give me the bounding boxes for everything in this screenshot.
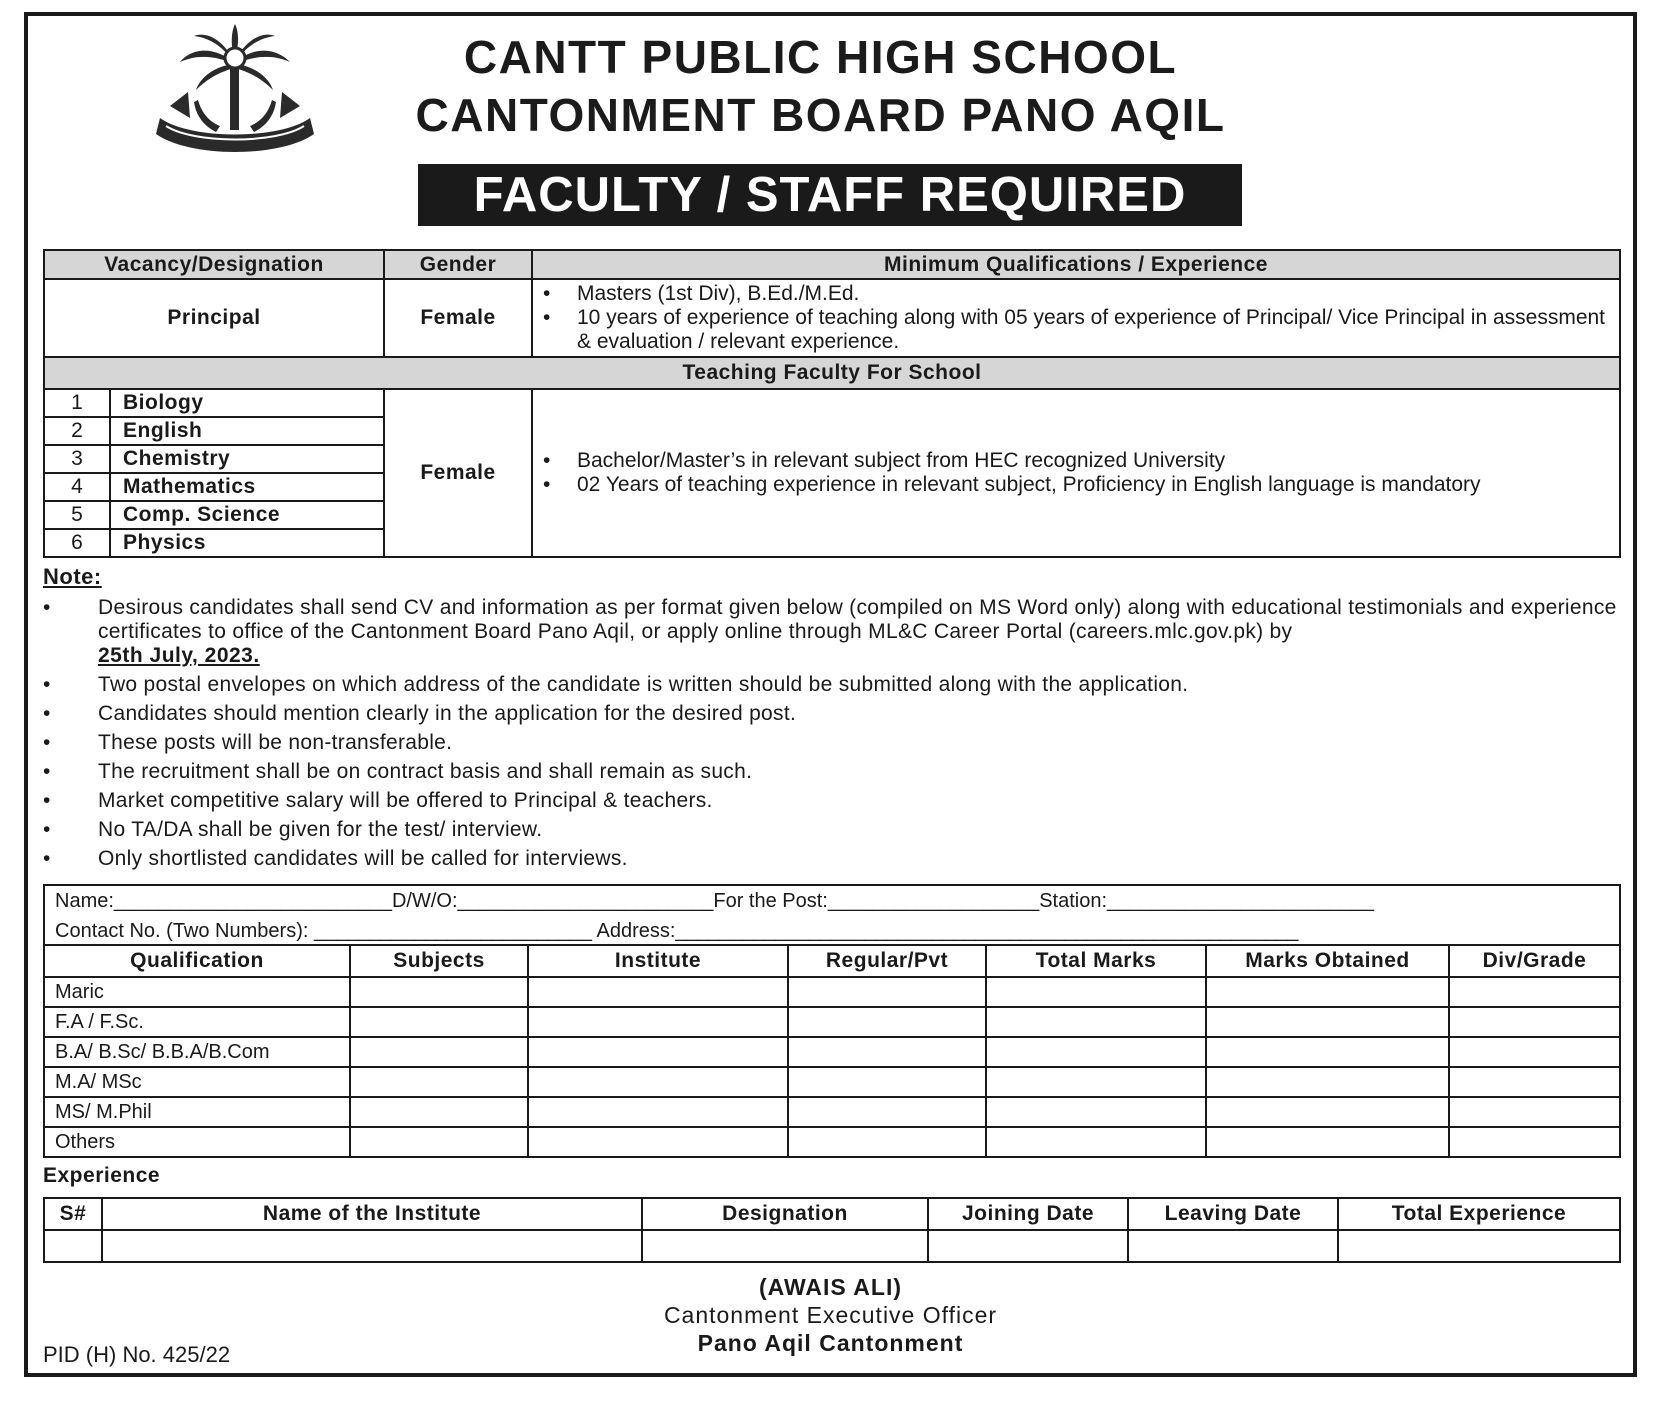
blank-cell[interactable] (1449, 1007, 1620, 1037)
note-item: • These posts will be non-transferable. (43, 731, 1623, 755)
qualification-name: MS/ M.Phil (44, 1097, 350, 1127)
blank-cell[interactable] (788, 1007, 986, 1037)
subjects-header: Subjects (350, 945, 528, 977)
blank-cell[interactable] (1449, 977, 1620, 1007)
qualification-header: Qualification (44, 945, 350, 977)
blank-cell[interactable] (528, 1127, 788, 1157)
blank-cell[interactable] (1206, 1097, 1449, 1127)
marks-obtained-header: Marks Obtained (1206, 945, 1449, 977)
blank-cell[interactable] (44, 1230, 102, 1262)
div-grade-header: Div/Grade (1449, 945, 1620, 977)
blank-cell[interactable] (350, 1127, 528, 1157)
regular-pvt-header: Regular/Pvt (788, 945, 986, 977)
note-item: • No TA/DA shall be given for the test/ interview. (43, 818, 1623, 842)
qualification-name: Others (44, 1127, 350, 1157)
gender-header: Gender (384, 250, 532, 279)
note-item: • Two postal envelopes on which address of the candidate is written should be submitted along with the application. (43, 673, 1623, 697)
qualification-table (43, 944, 1621, 1158)
teacher-qualifications (532, 389, 1620, 557)
total-marks-header: Total Marks (986, 945, 1206, 977)
blank-cell[interactable] (350, 1067, 528, 1097)
blank-cell[interactable] (528, 1097, 788, 1127)
blank-cell[interactable] (788, 1097, 986, 1127)
experience-heading: Experience (43, 1164, 161, 1187)
table-row (44, 1037, 1620, 1067)
signatory-title: Cantonment Executive Officer (663, 1302, 998, 1328)
blank-cell[interactable] (642, 1230, 928, 1262)
qualifications-header: Minimum Qualifications / Experience (532, 250, 1620, 279)
blank-cell[interactable] (528, 977, 788, 1007)
subject-english: English (110, 417, 384, 445)
note-item: • Market competitive salary will be offered to Principal & teachers. (43, 789, 1623, 813)
applicant-info-form (43, 884, 1621, 946)
blank-cell[interactable] (928, 1230, 1128, 1262)
table-row (44, 1097, 1620, 1127)
blank-cell[interactable] (102, 1230, 642, 1262)
blank-cell[interactable] (1206, 977, 1449, 1007)
note-text: Desirous candidates shall send CV and information as per format given below (compiled on MS Word only) along with educational testimonials and experience certificates to office of the Cantonment Board Pano Aqil, or apply online through ML&C Career Portal (careers.mlc.gov.pk) by (98, 596, 1617, 643)
blank-cell[interactable] (1128, 1230, 1338, 1262)
table-row (44, 1007, 1620, 1037)
blank-cell[interactable] (986, 977, 1206, 1007)
subject-mathematics: Mathematics (110, 473, 384, 501)
blank-cell[interactable] (350, 977, 528, 1007)
joining-date-header: Joining Date (928, 1198, 1128, 1230)
principal-qualifications (532, 279, 1620, 357)
note-heading: Note: (43, 564, 102, 589)
qualification-name: Maric (44, 977, 350, 1007)
blank-cell[interactable] (986, 1127, 1206, 1157)
blank-cell[interactable] (1449, 1037, 1620, 1067)
blank-cell[interactable] (1206, 1127, 1449, 1157)
blank-cell[interactable] (788, 1067, 986, 1097)
serial-header: S# (44, 1198, 102, 1230)
vacancy-header: Vacancy/Designation (44, 250, 384, 279)
table-row (44, 1230, 1620, 1262)
table-row (44, 1067, 1620, 1097)
vacancy-table (43, 249, 1621, 558)
blank-cell[interactable] (1206, 1067, 1449, 1097)
teacher-gender: Female (384, 389, 532, 557)
subject-physics: Physics (110, 529, 384, 557)
principal-gender: Female (384, 279, 532, 357)
qualification-item: • 10 years of experience of teaching along with 05 years of experience of Principal/ Vice Principal in assessment & evaluation / relevant experience. (577, 306, 1619, 354)
qualification-name: B.A/ B.Sc/ B.B.A/B.Com (44, 1037, 350, 1067)
blank-cell[interactable] (528, 1037, 788, 1067)
pid-number: PID (H) No. 425/22 (43, 1342, 231, 1367)
note-item: • The recruitment shall be on contract basis and shall remain as such. (43, 760, 1623, 784)
faculty-banner: FACULTY / STAFF REQUIRED (418, 164, 1242, 226)
notes-list (43, 596, 1623, 876)
contact-address-line: Contact No. (Two Numbers): _________________________ Address:________________________________________________________ (55, 920, 1299, 942)
table-row (44, 1127, 1620, 1157)
signatory-office: Pano Aqil Cantonment (697, 1330, 964, 1356)
qualification-item: • Masters (1st Div), B.Ed./M.Ed. (577, 282, 1619, 306)
blank-cell[interactable] (986, 1007, 1206, 1037)
blank-cell[interactable] (350, 1007, 528, 1037)
blank-cell[interactable] (1449, 1127, 1620, 1157)
institute-header: Institute (528, 945, 788, 977)
school-name: CANTT PUBLIC HIGH SCHOOL (463, 31, 1178, 83)
qualification-name: F.A / F.Sc. (44, 1007, 350, 1037)
row-number: 4 (44, 473, 110, 501)
row-number: 6 (44, 529, 110, 557)
blank-cell[interactable] (528, 1007, 788, 1037)
principal-designation: Principal (44, 279, 384, 357)
blank-cell[interactable] (788, 1127, 986, 1157)
board-name: CANTONMENT BOARD PANO AQIL (415, 89, 1226, 141)
qualification-item: • Bachelor/Master’s in relevant subject from HEC recognized University (577, 449, 1619, 473)
experience-table (43, 1197, 1621, 1263)
subject-chemistry: Chemistry (110, 445, 384, 473)
blank-cell[interactable] (1206, 1007, 1449, 1037)
qualification-name: M.A/ MSc (44, 1067, 350, 1097)
blank-cell[interactable] (350, 1097, 528, 1127)
note-item (43, 596, 1623, 668)
blank-cell[interactable] (1206, 1037, 1449, 1067)
note-item: • Candidates should mention clearly in the application for the desired post. (43, 702, 1623, 726)
name-dwo-post-station-line: Name:_________________________D/W/O:_______________________For the Post:___________________Station:________________________ (55, 890, 1374, 912)
blank-cell[interactable] (788, 977, 986, 1007)
blank-cell[interactable] (1449, 1067, 1620, 1097)
blank-cell[interactable] (350, 1037, 528, 1067)
row-number: 5 (44, 501, 110, 529)
institute-name-header: Name of the Institute (102, 1198, 642, 1230)
blank-cell[interactable] (986, 1037, 1206, 1067)
subject-comp-science: Comp. Science (110, 501, 384, 529)
blank-cell[interactable] (1449, 1097, 1620, 1127)
blank-cell[interactable] (528, 1067, 788, 1097)
deadline-date: 25th July, 2023. (98, 644, 260, 667)
blank-cell[interactable] (1338, 1230, 1620, 1262)
designation-header: Designation (642, 1198, 928, 1230)
table-row (44, 977, 1620, 1007)
blank-cell[interactable] (986, 1097, 1206, 1127)
total-experience-header: Total Experience (1338, 1198, 1620, 1230)
signatory-name: (AWAIS ALI) (758, 1274, 903, 1300)
row-number: 1 (44, 389, 110, 417)
row-number: 2 (44, 417, 110, 445)
blank-cell[interactable] (986, 1067, 1206, 1097)
teaching-faculty-section: Teaching Faculty For School (44, 357, 1620, 389)
leaving-date-header: Leaving Date (1128, 1198, 1338, 1230)
row-number: 3 (44, 445, 110, 473)
note-item: • Only shortlisted candidates will be called for interviews. (43, 847, 1623, 871)
qualification-item: • 02 Years of teaching experience in relevant subject, Proficiency in English language is mandatory (577, 473, 1619, 497)
subject-biology: Biology (110, 389, 384, 417)
blank-cell[interactable] (788, 1037, 986, 1067)
